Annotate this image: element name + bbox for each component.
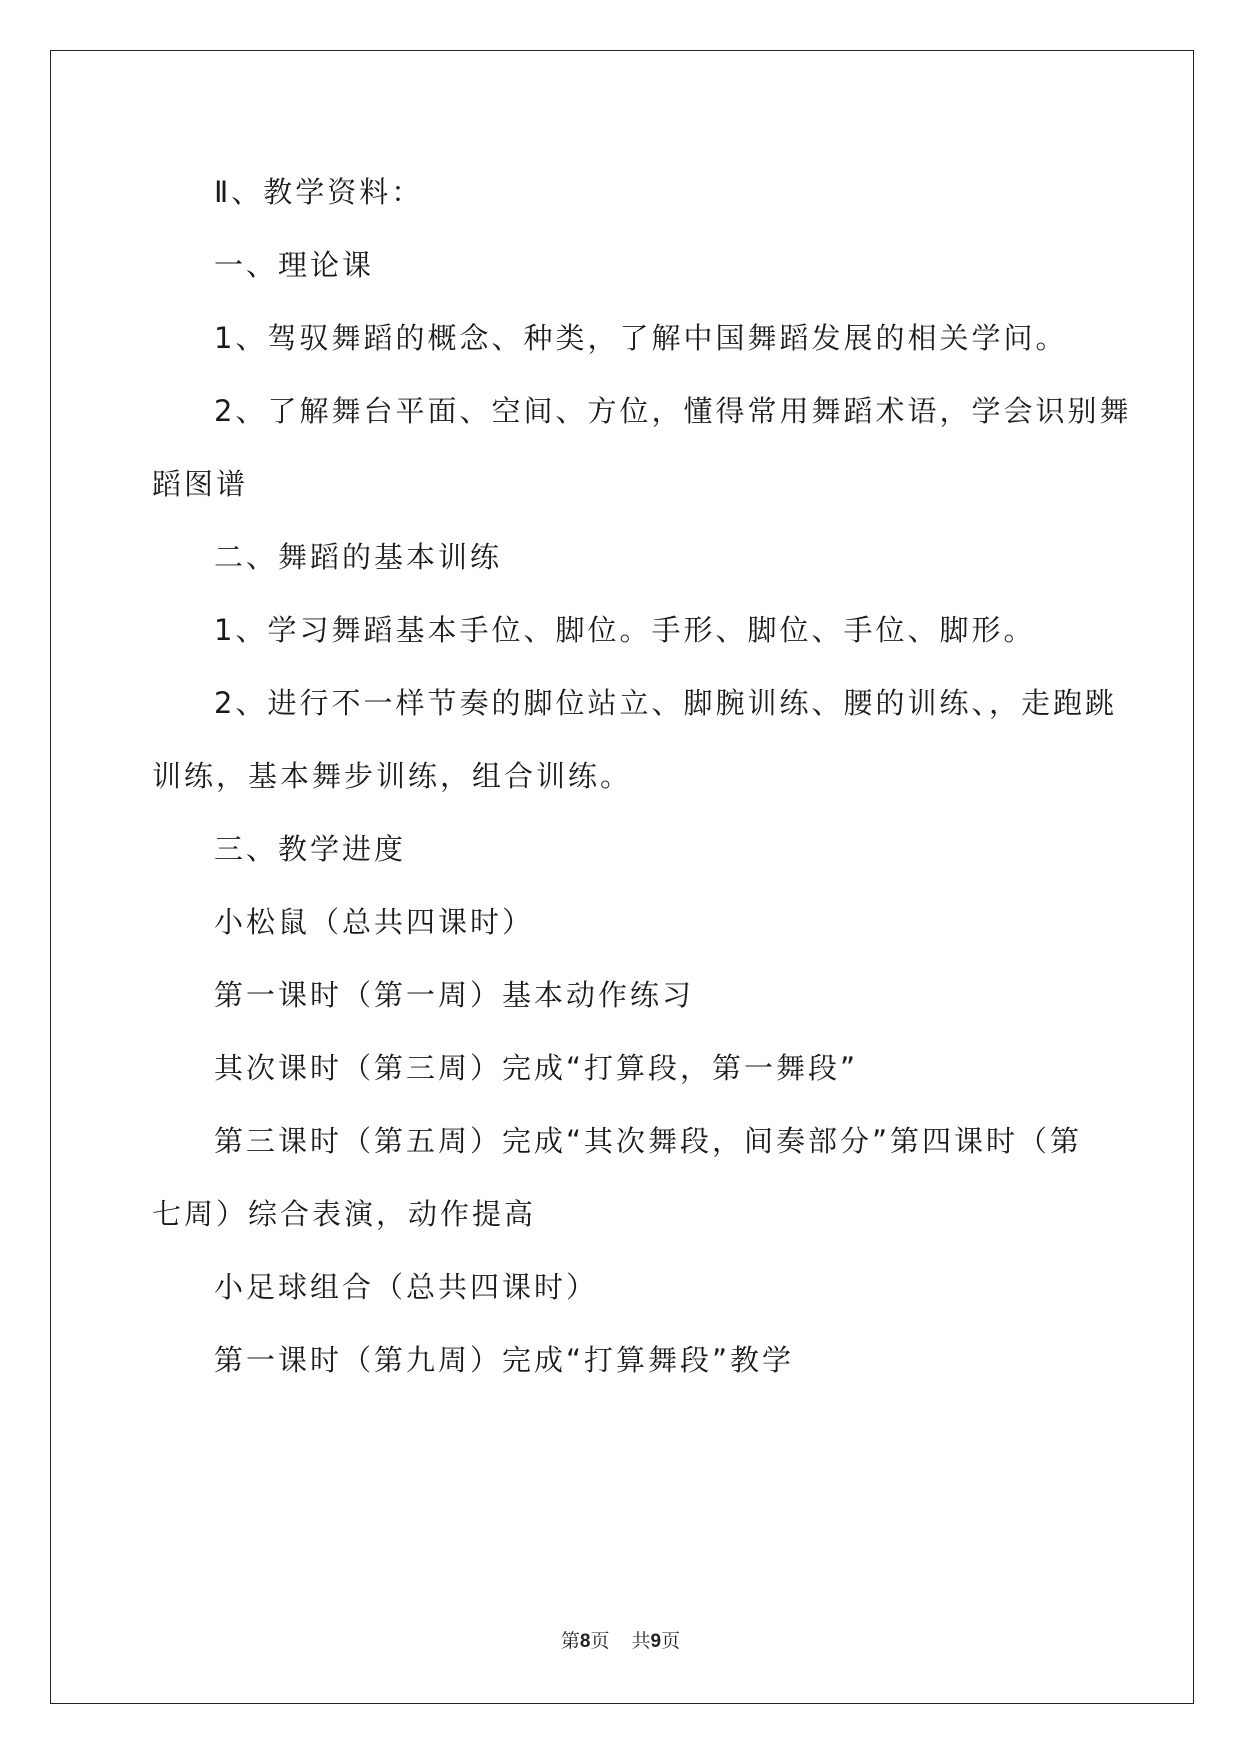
paragraph: 第三课时（第五周）完成“其次舞段，间奏部分”第四课时（第 (214, 1124, 1083, 1158)
heading-teaching-progress: 三、教学进度 (214, 832, 407, 866)
page-border (50, 50, 1194, 1704)
page-number: 第8页 (560, 1630, 610, 1652)
paragraph: 2、了解舞台平面、空间、方位，懂得常用舞蹈术语，学会识别舞 (214, 394, 1132, 428)
page-footer (0, 1626, 1241, 1653)
page-total: 共9页 (631, 1630, 681, 1652)
paragraph: 第一课时（第九周）完成“打算舞段”教学 (214, 1343, 795, 1377)
paragraph-continuation: 七周）综合表演，动作提高 (152, 1197, 537, 1231)
heading-teaching-materials: Ⅱ、教学资料： (214, 175, 424, 209)
heading-theory: 一、理论课 (214, 248, 375, 282)
paragraph: 2、进行不一样节奏的脚位站立、脚腕训练、腰的训练、，走跑跳 (214, 686, 1117, 720)
paragraph-continuation: 蹈图谱 (152, 467, 249, 501)
paragraph-continuation: 训练，基本舞步训练，组合训练。 (152, 759, 633, 793)
paragraph: 1、学习舞蹈基本手位、脚位。手形、脚位、手位、脚形。 (214, 613, 1036, 647)
paragraph: 其次课时（第三周）完成“打算段，第一舞段” (214, 1051, 859, 1085)
paragraph: 第一课时（第一周）基本动作练习 (214, 978, 695, 1012)
paragraph: 小松鼠（总共四课时） (214, 905, 535, 939)
paragraph: 小足球组合（总共四课时） (214, 1270, 599, 1304)
heading-basic-training: 二、舞蹈的基本训练 (214, 540, 503, 574)
paragraph: 1、驾驭舞蹈的概念、种类，了解中国舞蹈发展的相关学问。 (214, 321, 1068, 355)
